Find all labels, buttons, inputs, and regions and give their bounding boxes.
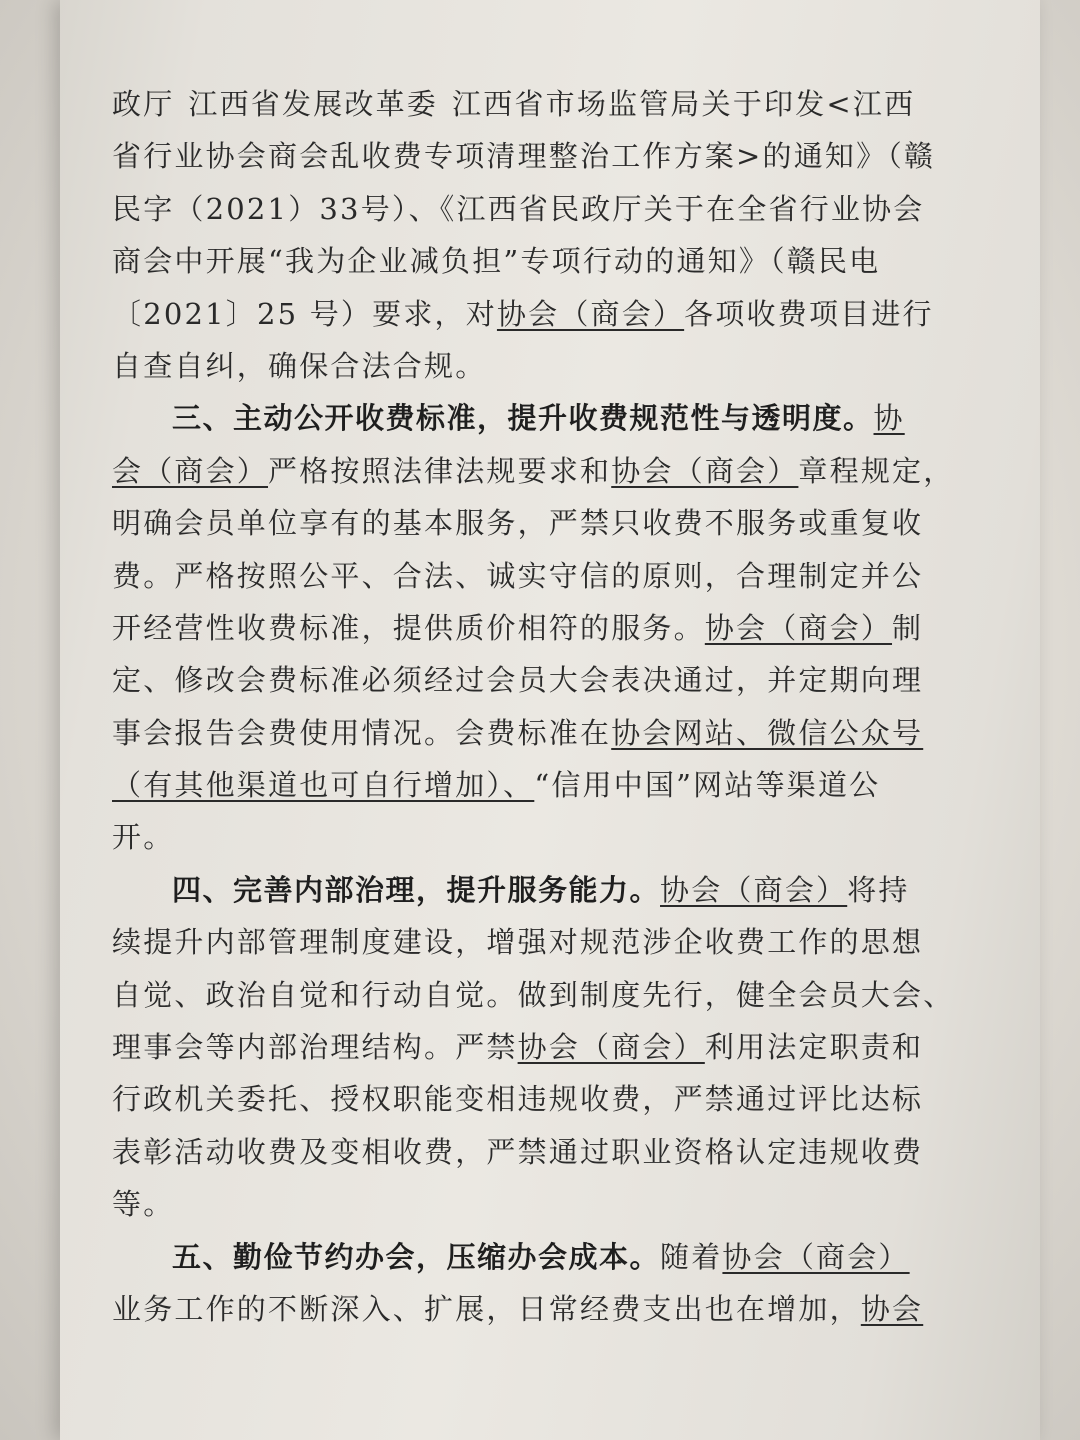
underlined-text: 协会（商会） <box>496 296 685 331</box>
text-line: 商会中开展“我为企业减负担”专项行动的通知》（赣民电 <box>112 244 881 279</box>
text-fragment: 理事会等内部治理结构。严禁 <box>112 1030 518 1065</box>
text-fragment: 严格按照法律法规要求和 <box>268 453 612 488</box>
underlined-text: 协会 <box>860 1291 924 1326</box>
underlined-text: 协会（商会） <box>722 1239 910 1274</box>
text-line: 民字（2021）33号）、《江西省民政厅关于在全省行业协会 <box>112 191 925 226</box>
text-fragment: 江西省发展改革委 <box>188 87 439 121</box>
text-line: 费。严格按照公平、合法、诚实守信的原则，合理制定并公 <box>112 558 924 593</box>
text-fragment: 制 <box>892 610 924 645</box>
text-fragment: 将持 <box>847 872 910 907</box>
text-line: 明确会员单位享有的基本服务，严禁只收费不服务或重复收 <box>112 506 924 541</box>
section-3-heading: 三、主动公开收费标准，提升收费规范性与透明度。 <box>172 401 874 436</box>
text-fragment: 开经营性收费标准，提供质价相符的服务。 <box>112 610 705 645</box>
section-4-heading: 四、完善内部治理，提升服务能力。 <box>172 872 661 907</box>
text-line: 开。 <box>112 820 175 855</box>
text-line <box>112 759 942 811</box>
text-line: 表彰活动收费及变相收费，严禁通过职业资格认定违规收费 <box>112 1134 924 1169</box>
underlined-text: 协会（商会） <box>517 1030 705 1065</box>
text-fragment: 业务工作的不断深入、扩展，日常经费支出也在增加， <box>112 1291 861 1326</box>
section-5-first-line <box>112 1231 942 1283</box>
text-fragment: 随着 <box>660 1239 723 1274</box>
text-fragment: 〔2021〕25 号）要求，对 <box>112 296 497 331</box>
text-line <box>112 1021 942 1073</box>
text-fragment: 事会报告会费使用情况。会费标准在 <box>112 715 612 750</box>
underlined-text: 会（商会） <box>112 453 269 488</box>
section-5-heading: 五、勤俭节约办会，压缩办会成本。 <box>172 1239 661 1274</box>
underlined-text: 协会网站、微信公众号 <box>611 715 924 750</box>
underlined-text: 协会（商会） <box>611 453 799 488</box>
section-3-first-line <box>112 392 942 444</box>
text-line <box>112 707 942 759</box>
text-line <box>112 78 942 130</box>
section-4-first-line <box>112 864 942 916</box>
text-line <box>112 445 955 497</box>
text-line: 等。 <box>112 1187 175 1222</box>
text-line: 续提升内部管理制度建设，增强对规范涉企收费工作的思想 <box>112 925 924 960</box>
text-line <box>112 288 942 340</box>
text-line <box>112 1283 942 1335</box>
underlined-text: 协会（商会） <box>660 872 848 907</box>
underlined-text: 协会（商会） <box>704 610 893 645</box>
text-line: 行政机关委托、授权职能变相违规收费，严禁通过评比达标 <box>112 1082 924 1117</box>
underlined-text: 协 <box>873 401 905 436</box>
text-fragment: 各项收费项目进行 <box>684 296 934 331</box>
text-fragment: 章程规定， <box>798 453 955 488</box>
text-fragment: 利用法定职责和 <box>704 1030 924 1065</box>
text-line: 自查自纠，确保合法合规。 <box>112 348 487 383</box>
text-fragment: 政厅 <box>112 87 175 121</box>
text-line: 省行业协会商会乱收费专项清理整治工作方案>的通知》（赣 <box>112 139 936 174</box>
text-line <box>112 602 942 654</box>
text-line: 自觉、政治自觉和行动自觉。做到制度先行，健全会员大会、 <box>112 977 955 1012</box>
text-line: 定、修改会费标准必须经过会员大会表决通过，并定期向理 <box>112 663 924 698</box>
text-fragment: “信用中国”网站等渠道公 <box>534 768 881 803</box>
document-body <box>112 78 955 1335</box>
underlined-text: （有其他渠道也可自行增加）、 <box>112 768 535 803</box>
text-fragment: 江西省市场监管局关于印发<江西 <box>452 87 916 121</box>
